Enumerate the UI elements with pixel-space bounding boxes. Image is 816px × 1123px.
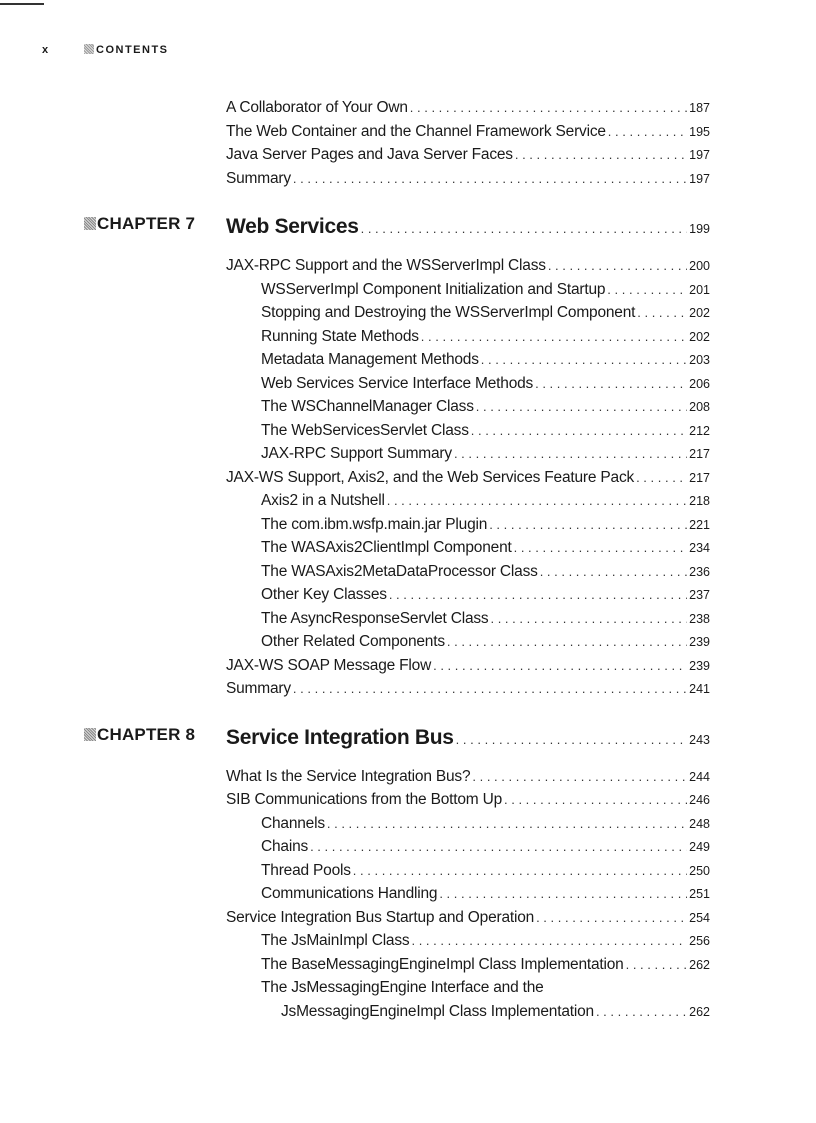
toc-entry[interactable]: JAX-RPC Support and the WSServerImpl Class . . . 200 <box>226 254 710 278</box>
page-number: x <box>42 44 50 56</box>
toc-subentry[interactable]: WSServerImpl Component Initialization and Startup . . . 201 <box>261 278 710 302</box>
toc-subentry[interactable]: Communications Handling . . . 251 <box>261 882 710 906</box>
toc-subentry[interactable]: Chains . . . 249 <box>261 835 710 859</box>
toc-subentry[interactable]: Thread Pools . . . 250 <box>261 859 710 883</box>
toc-subentry[interactable]: The WSChannelManager Class . . . 208 <box>261 395 710 419</box>
toc-subentry[interactable]: The com.ibm.wsfp.main.jar Plugin . . . 221 <box>261 513 710 537</box>
chapter-marker-icon <box>84 217 96 230</box>
toc-subentry[interactable]: Other Key Classes . . . 237 <box>261 583 710 607</box>
toc-entry[interactable]: SIB Communications from the Bottom Up . . . 246 <box>226 788 710 812</box>
toc-subentry[interactable]: JAX-RPC Support Summary . . . 217 <box>261 442 710 466</box>
chapter-label: CHAPTER 7 <box>84 214 195 234</box>
toc-entry[interactable]: Summary . . . 241 <box>226 677 710 701</box>
toc-subentry[interactable]: The WASAxis2ClientImpl Component . . . 234 <box>261 536 710 560</box>
toc-subentry[interactable]: Other Related Components . . . 239 <box>261 630 710 654</box>
chapter-heading-8 <box>0 715 816 761</box>
toc-entry[interactable]: JAX-WS Support, Axis2, and the Web Services Feature Pack . . . 217 <box>226 466 710 490</box>
toc-subentry-continuation[interactable]: JsMessagingEngineImpl Class Implementation . . . 262 <box>281 1000 710 1024</box>
chapter-title-entry[interactable]: Web Services . . . 199 <box>226 204 710 250</box>
chapter-label: CHAPTER 8 <box>84 725 195 745</box>
section-title: CONTENTS <box>96 44 169 56</box>
chapter-heading-7 <box>0 204 816 250</box>
toc-subentry[interactable]: Channels . . . 248 <box>261 812 710 836</box>
toc-subentry[interactable]: Web Services Service Interface Methods . . . 206 <box>261 372 710 396</box>
toc-entry[interactable]: Summary . . . 197 <box>226 167 710 191</box>
toc-entry[interactable]: JAX-WS SOAP Message Flow . . . 239 <box>226 654 710 678</box>
toc-entry[interactable]: A Collaborator of Your Own . . . 187 <box>226 96 710 120</box>
toc-entry[interactable]: Java Server Pages and Java Server Faces . . . 197 <box>226 143 710 167</box>
table-of-contents <box>0 96 816 1023</box>
toc-subentry-first-line[interactable]: The JsMessagingEngine Interface and the <box>261 979 544 996</box>
toc-subentry[interactable]: Stopping and Destroying the WSServerImpl Component . . . 202 <box>261 301 710 325</box>
toc-entry[interactable]: Service Integration Bus Startup and Operation . . . 254 <box>226 906 710 930</box>
toc-subentry[interactable]: Running State Methods . . . 202 <box>261 325 710 349</box>
toc-subentry[interactable]: The JsMainImpl Class . . . 256 <box>261 929 710 953</box>
toc-subentry[interactable]: Metadata Management Methods . . . 203 <box>261 348 710 372</box>
toc-subentry[interactable]: The WebServicesServlet Class . . . 212 <box>261 419 710 443</box>
toc-subentry[interactable]: The BaseMessagingEngineImpl Class Implementation . . . 262 <box>261 953 710 977</box>
chapter-marker-icon <box>84 728 96 741</box>
toc-entry[interactable]: The Web Container and the Channel Framework Service . . . 195 <box>226 120 710 144</box>
toc-subentry[interactable]: The AsyncResponseServlet Class . . . 238 <box>261 607 710 631</box>
section-marker-icon <box>84 44 94 54</box>
chapter-title-entry[interactable]: Service Integration Bus . . . 243 <box>226 715 710 761</box>
running-header <box>42 44 169 56</box>
toc-entry[interactable]: What Is the Service Integration Bus? . . . 244 <box>226 765 710 789</box>
toc-subentry[interactable]: Axis2 in a Nutshell . . . 218 <box>261 489 710 513</box>
toc-subentry[interactable]: The WASAxis2MetaDataProcessor Class . . . 236 <box>261 560 710 584</box>
top-rule <box>0 3 44 5</box>
